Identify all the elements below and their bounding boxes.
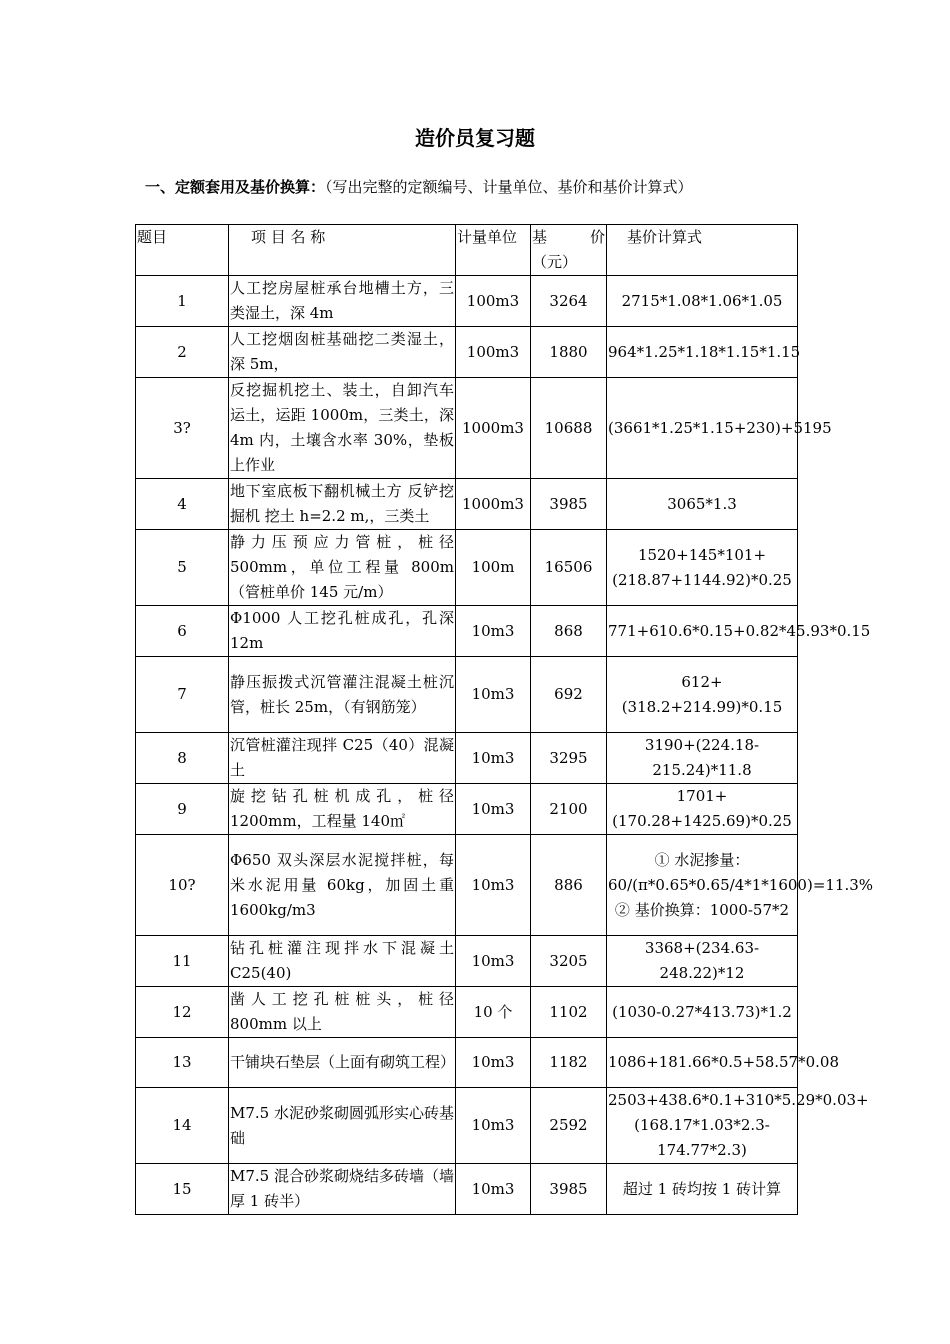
row-no: 4 (136, 479, 229, 530)
header-unit: 计量单位 (456, 225, 531, 276)
row-name: 反挖掘机挖土、装土，自卸汽车运土，运距 1000m，三类土，深 4m 内，土壤含水率 30%，垫板上作业 (229, 378, 456, 479)
row-price: 868 (531, 606, 607, 657)
row-unit: 100m (456, 530, 531, 606)
row-price: 3295 (531, 733, 607, 784)
row-price: 2100 (531, 784, 607, 835)
row-unit: 10m3 (456, 733, 531, 784)
row-no: 10? (136, 835, 229, 936)
row-no: 1 (136, 276, 229, 327)
header-formula: 基价计算式 (607, 225, 798, 276)
row-unit: 100m3 (456, 276, 531, 327)
table-row (136, 1088, 798, 1164)
row-formula: 2503+438.6*0.1+310*5.29*0.03+(168.17*1.03*2.3-174.77*2.3) (607, 1088, 798, 1164)
row-formula: 2715*1.08*1.06*1.05 (607, 276, 798, 327)
row-unit: 1000m3 (456, 479, 531, 530)
row-no: 6 (136, 606, 229, 657)
row-name: 干铺块石垫层（上面有砌筑工程） (229, 1038, 456, 1088)
row-no: 8 (136, 733, 229, 784)
header-price-b: 价 (589, 228, 605, 246)
table-row (136, 327, 798, 378)
row-formula: 3065*1.3 (607, 479, 798, 530)
row-name: M7.5 混合砂浆砌烧结多砖墙（墙厚 1 砖半） (229, 1164, 456, 1215)
row-name: 旋挖钻孔桩机成孔，桩径 1200mm，工程量 140㎡ (229, 784, 456, 835)
row-price: 692 (531, 657, 607, 733)
row-price: 3264 (531, 276, 607, 327)
row-unit: 10m3 (456, 1088, 531, 1164)
row-unit: 10m3 (456, 835, 531, 936)
table-row (136, 835, 798, 936)
row-no: 12 (136, 987, 229, 1038)
row-unit: 10m3 (456, 606, 531, 657)
row-price: 10688 (531, 378, 607, 479)
row-no: 11 (136, 936, 229, 987)
row-unit: 1000m3 (456, 378, 531, 479)
table-row (136, 936, 798, 987)
row-name: 人工挖房屋桩承台地槽土方，三类湿土，深 4m (229, 276, 456, 327)
row-no: 2 (136, 327, 229, 378)
table-row (136, 784, 798, 835)
header-name: 项 目 名 称 (229, 225, 456, 276)
header-no: 题目 (136, 225, 229, 276)
row-price: 886 (531, 835, 607, 936)
row-name: Φ650 双头深层水泥搅拌桩，每米水泥用量 60kg，加固土重 1600kg/m3 (229, 835, 456, 936)
row-formula: 3190+(224.18-215.24)*11.8 (607, 733, 798, 784)
header-price (531, 225, 607, 276)
table-row (136, 479, 798, 530)
row-formula: (3661*1.25*1.15+230)+5195 (607, 378, 798, 479)
row-unit: 10m3 (456, 1038, 531, 1088)
section-note: （写出完整的定额编号、计量单位、基价和基价计算式） (325, 178, 693, 196)
row-name: 凿人工挖孔桩桩头，桩径 800mm 以上 (229, 987, 456, 1038)
row-no: 14 (136, 1088, 229, 1164)
table-row (136, 1164, 798, 1215)
row-price: 3985 (531, 479, 607, 530)
row-formula: 1701+(170.28+1425.69)*0.25 (607, 784, 798, 835)
row-formula: 3368+(234.63-248.22)*12 (607, 936, 798, 987)
table-row (136, 987, 798, 1038)
row-formula: 964*1.25*1.18*1.15*1.15 (607, 327, 798, 378)
row-price: 1880 (531, 327, 607, 378)
row-formula: 1086+181.66*0.5+58.57*0.08 (607, 1038, 798, 1088)
row-formula: (1030-0.27*413.73)*1.2 (607, 987, 798, 1038)
row-unit: 10m3 (456, 936, 531, 987)
quota-table (135, 224, 874, 1215)
row-price: 3985 (531, 1164, 607, 1215)
row-formula: 771+610.6*0.15+0.82*45.93*0.15 (607, 606, 798, 657)
row-formula: 1520+145*101+(218.87+1144.92)*0.25 (607, 530, 798, 606)
table-row (136, 606, 798, 657)
row-name: Φ1000 人工挖孔桩成孔，孔深 12m (229, 606, 456, 657)
section-heading-text: 一、定额套用及基价换算： (145, 178, 326, 196)
row-no: 7 (136, 657, 229, 733)
row-unit: 100m3 (456, 327, 531, 378)
row-name: 静压振拨式沉管灌注混凝土桩沉管，桩长 25m，（有钢筋笼） (229, 657, 456, 733)
row-name: 地下室底板下翻机械土方 反铲挖掘机 挖土 h=2.2 m,，三类土 (229, 479, 456, 530)
row-price: 1182 (531, 1038, 607, 1088)
row-no: 9 (136, 784, 229, 835)
row-unit: 10m3 (456, 1164, 531, 1215)
row-no: 3? (136, 378, 229, 479)
row-unit: 10m3 (456, 784, 531, 835)
section-heading (145, 176, 693, 197)
row-formula: 超过 1 砖均按 1 砖计算 (607, 1164, 798, 1215)
row-formula: ① 水泥掺量：60/(π*0.65*0.65/4*1*1600)=11.3% ② 基价换算：1000-57*2 (607, 835, 798, 936)
row-no: 13 (136, 1038, 229, 1088)
table-row (136, 733, 798, 784)
table-row (136, 276, 798, 327)
table-header-row (136, 225, 798, 276)
table-row (136, 530, 798, 606)
header-price-unit: （元） (532, 253, 578, 271)
row-price: 16506 (531, 530, 607, 606)
row-name: 人工挖烟囱桩基础挖二类湿土，深 5m， (229, 327, 456, 378)
table-row (136, 657, 798, 733)
header-price-a: 基 (532, 228, 548, 246)
row-price: 2592 (531, 1088, 607, 1164)
row-formula: 612+(318.2+214.99)*0.15 (607, 657, 798, 733)
row-no: 15 (136, 1164, 229, 1215)
row-unit: 10m3 (456, 657, 531, 733)
page-title: 造价员复习题 (415, 126, 535, 150)
row-no: 5 (136, 530, 229, 606)
table-row (136, 1038, 798, 1088)
row-price: 1102 (531, 987, 607, 1038)
row-name: 静力压预应力管桩，桩径 500mm，单位工程量 800m（管桩单价 145 元/m） (229, 530, 456, 606)
row-name: M7.5 水泥砂浆砌圆弧形实心砖基础 (229, 1088, 456, 1164)
row-price: 3205 (531, 936, 607, 987)
table-row (136, 378, 798, 479)
row-name: 钻孔桩灌注现拌水下混凝土 C25(40) (229, 936, 456, 987)
row-name: 沉管桩灌注现拌 C25（40）混凝土 (229, 733, 456, 784)
row-unit: 10 个 (456, 987, 531, 1038)
